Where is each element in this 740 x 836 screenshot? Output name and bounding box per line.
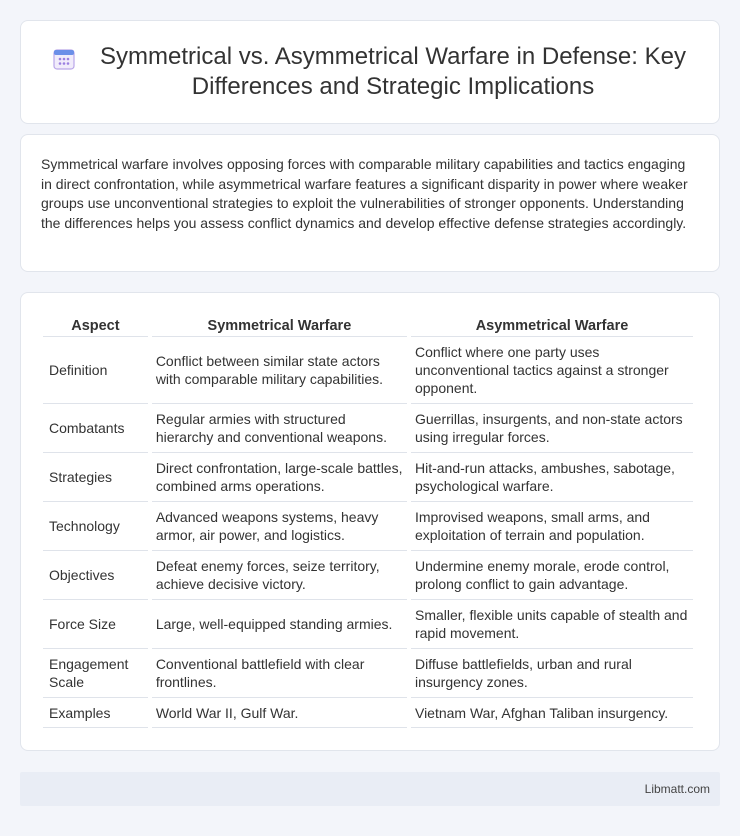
cell-symmetrical: Advanced weapons systems, heavy armor, air power, and logistics. bbox=[152, 502, 407, 551]
cell-aspect: Objectives bbox=[43, 551, 148, 600]
cell-aspect: Definition bbox=[43, 337, 148, 404]
table-row bbox=[43, 649, 693, 698]
cell-symmetrical: Direct confrontation, large-scale battles, combined arms operations. bbox=[152, 453, 407, 502]
cell-symmetrical: Conflict between similar state actors with comparable military capabilities. bbox=[152, 337, 407, 404]
calendar-icon bbox=[51, 46, 77, 72]
comparison-card bbox=[20, 292, 720, 751]
table-row bbox=[43, 404, 693, 453]
page-title: Symmetrical vs. Asymmetrical Warfare in Defense: Key Differences and Strategic Implications bbox=[100, 43, 686, 100]
table-row bbox=[43, 600, 693, 649]
footer bbox=[20, 772, 720, 806]
intro-card bbox=[20, 134, 720, 272]
intro-paragraph: Symmetrical warfare involves opposing forces with comparable military capabilities and tactics engaging in direct confrontation, while asymmetrical warfare features a significant disparity in power where weaker groups use unconventional strategies to exploit the vulnerabilities of stronger opponents. Understanding the differences helps you assess conflict dynamics and develop effective defense strategies accordingly. bbox=[41, 156, 688, 231]
cell-symmetrical: Large, well-equipped standing armies. bbox=[152, 600, 407, 649]
table-row bbox=[43, 337, 693, 404]
cell-asymmetrical: Undermine enemy morale, erode control, prolong conflict to gain advantage. bbox=[411, 551, 693, 600]
header-asymmetrical: Asymmetrical Warfare bbox=[411, 315, 693, 337]
table-row bbox=[43, 453, 693, 502]
table-row bbox=[43, 698, 693, 728]
footer-brand-link[interactable]: Libmatt.com bbox=[644, 782, 710, 796]
cell-asymmetrical: Guerrillas, insurgents, and non-state actors using irregular forces. bbox=[411, 404, 693, 453]
cell-symmetrical: Defeat enemy forces, seize territory, achieve decisive victory. bbox=[152, 551, 407, 600]
cell-asymmetrical: Hit-and-run attacks, ambushes, sabotage, psychological warfare. bbox=[411, 453, 693, 502]
cell-asymmetrical: Diffuse battlefields, urban and rural insurgency zones. bbox=[411, 649, 693, 698]
comparison-table bbox=[39, 315, 697, 728]
cell-symmetrical: World War II, Gulf War. bbox=[152, 698, 407, 728]
cell-aspect: Examples bbox=[43, 698, 148, 728]
header-symmetrical: Symmetrical Warfare bbox=[152, 315, 407, 337]
title-wrap bbox=[21, 42, 719, 102]
cell-aspect: Strategies bbox=[43, 453, 148, 502]
table-row bbox=[43, 502, 693, 551]
table-row bbox=[43, 551, 693, 600]
cell-asymmetrical: Smaller, flexible units capable of stealth and rapid movement. bbox=[411, 600, 693, 649]
cell-aspect: Engagement Scale bbox=[43, 649, 148, 698]
title-card bbox=[20, 20, 720, 124]
cell-asymmetrical: Improvised weapons, small arms, and exploitation of terrain and population. bbox=[411, 502, 693, 551]
cell-aspect: Force Size bbox=[43, 600, 148, 649]
header-aspect: Aspect bbox=[43, 315, 148, 337]
cell-symmetrical: Regular armies with structured hierarchy and conventional weapons. bbox=[152, 404, 407, 453]
table-header-row bbox=[43, 315, 693, 337]
cell-symmetrical: Conventional battlefield with clear frontlines. bbox=[152, 649, 407, 698]
cell-aspect: Technology bbox=[43, 502, 148, 551]
cell-aspect: Combatants bbox=[43, 404, 148, 453]
cell-asymmetrical: Conflict where one party uses unconventional tactics against a stronger opponent. bbox=[411, 337, 693, 404]
cell-asymmetrical: Vietnam War, Afghan Taliban insurgency. bbox=[411, 698, 693, 728]
